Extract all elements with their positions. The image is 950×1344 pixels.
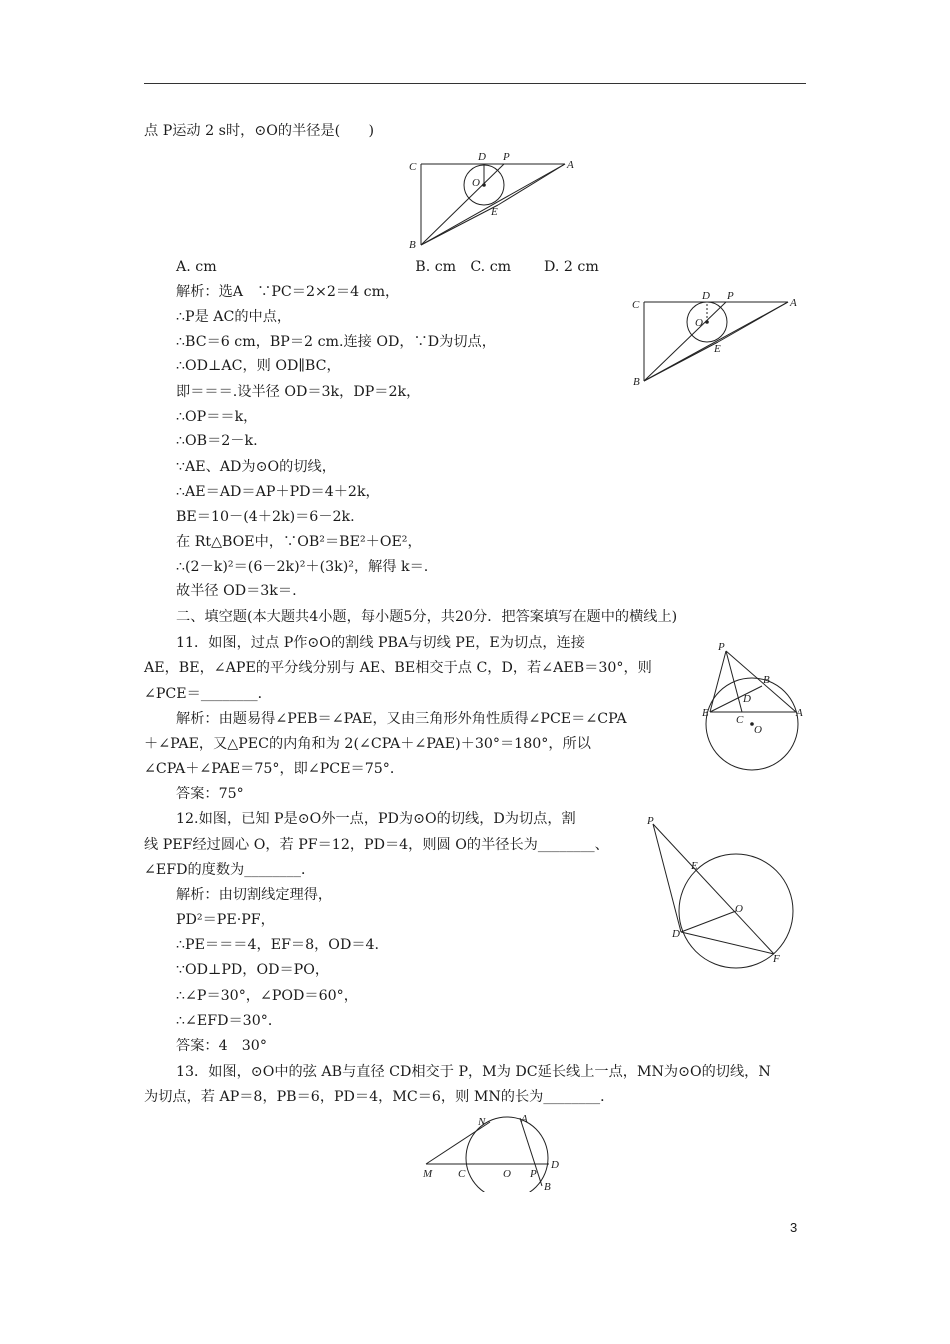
fig2-label: C (632, 299, 640, 311)
q10-figure (400, 148, 590, 252)
sol10-line: 在 Rt△BOE中，∵OB²＝BE²＋OE²， (176, 534, 422, 550)
q12-line: ∴PE＝＝＝4，EF＝8，OD＝4. (176, 937, 380, 953)
q12-line: PD²＝PE·PF， (176, 912, 275, 928)
q12-figure (640, 810, 810, 976)
q11-line: AE，BE，∠APE的平分线分别与 AE、BE相交于点 C，D，若∠AEB＝30°，则 (144, 660, 652, 676)
sol10-line: 即＝＝＝.设半径 OD＝3k，DP＝2k， (176, 384, 421, 400)
fig3-label: O (754, 724, 762, 736)
fig1-label: P (503, 151, 510, 163)
fig5-label: B (544, 1181, 551, 1192)
q12-line: 解析：由切割线定理得， (176, 887, 333, 903)
fig2-label: O (695, 317, 703, 329)
sol10-line: ∵AE、AD为⊙O的切线， (176, 459, 336, 475)
q11-line: ∠PCE＝________． (144, 686, 272, 702)
fig4-label: O (735, 903, 743, 915)
q11-line: ∠CPA＋∠PAE＝75°，即∠PCE＝75°． (144, 761, 405, 777)
fig5-label: A (521, 1113, 528, 1125)
fig3-label: A (796, 707, 803, 719)
q13-figure (418, 1110, 566, 1192)
fig1-label: D (478, 151, 486, 163)
fig2-label: B (633, 376, 640, 388)
q12-line: ∠EFD的度数为________． (144, 862, 316, 878)
fig4-label: F (773, 953, 780, 965)
fig1-label: O (472, 177, 480, 189)
sol10-line: ∴OD⊥AC，则 OD∥BC， (176, 358, 341, 374)
sol10-line: ∴BC＝6 cm，BP＝2 cm.连接 OD，∵D为切点， (176, 334, 496, 350)
q13-line: 为切点，若 AP＝8，PB＝6，PD＝4，MC＝6，则 MN的长为________． (144, 1089, 615, 1105)
fig1-label: A (567, 159, 574, 171)
fig4-label: P (647, 815, 654, 827)
sol10-line: ∴P是 AC的中点， (176, 309, 292, 325)
q10-options: A. cm B. cm C. cm D. 2 cm (176, 259, 599, 275)
fig3-label: D (743, 693, 751, 705)
q12-answer: 答案：4 30° (176, 1038, 267, 1054)
q12-line: ∴∠P＝30°，∠POD＝60°， (176, 988, 358, 1004)
q12-line: 线 PEF经过圆心 O，若 PF＝12，PD＝4，则圆 O的半径长为________、 (144, 837, 609, 853)
q13-line: 13．如图，⊙O中的弦 AB与直径 CD相交于 P，M为 DC延长线上一点，MN为⊙O的切线，N (176, 1064, 771, 1080)
fig2-label: D (702, 290, 710, 302)
header-rule (144, 83, 806, 84)
fig5-label: O (503, 1168, 511, 1180)
fig1-label: C (409, 161, 417, 173)
page-number: 3 (790, 1220, 798, 1235)
fig5-label: P (530, 1168, 537, 1180)
q11-figure (696, 638, 812, 792)
q11-answer: 答案：75° (176, 786, 244, 802)
fig2-label: A (790, 297, 797, 309)
q11-line: 解析：由题易得∠PEB＝∠PAE，又由三角形外角性质得∠PCE＝∠CPA (176, 711, 627, 727)
fig5-label: N (478, 1116, 486, 1128)
q11-line: ＋∠PAE，又△PEC的内角和为 2(∠CPA＋∠PAE)＋30°＝180°，所以 (144, 736, 591, 752)
fig1-label: E (491, 206, 498, 218)
fig3-label: E (702, 707, 709, 719)
sol10-line: BE＝10－(4＋2k)＝6－2k. (176, 509, 355, 525)
fig4-label: D (672, 928, 680, 940)
fig3-label: P (718, 641, 725, 653)
fig2-label: P (727, 290, 734, 302)
fig5-label: C (458, 1168, 466, 1180)
fig5-label: D (551, 1159, 559, 1171)
q12-line: ∵OD⊥PD，OD＝PO， (176, 962, 330, 978)
sol10-line: 故半径 OD＝3k＝. (176, 583, 297, 599)
q12-line: 12.如图，已知 P是⊙O外一点，PD为⊙O的切线，D为切点，割 (176, 811, 576, 827)
sol10-line: ∴OP＝＝k， (176, 409, 258, 425)
sol10-line: ∴(2－k)²＝(6－2k)²＋(3k)²，解得 k＝. (176, 559, 429, 575)
fig5-label: M (423, 1168, 433, 1180)
section2-heading: 二、填空题(本大题共4小题，每小题5分，共20分．把答案填写在题中的横线上) (176, 609, 678, 625)
sol10-line: ∴OB＝2－k. (176, 433, 258, 449)
sol10-line: ∴AE＝AD＝AP＋PD＝4＋2k， (176, 484, 380, 500)
q10-stem: 点 P运动 2 s时，⊙O的半径是( ) (144, 123, 375, 139)
sol10-figure (630, 288, 810, 392)
sol10-line: 解析：选A ∵PC＝2×2＝4 cm， (176, 284, 400, 300)
q12-line: ∴∠EFD＝30°． (176, 1013, 283, 1029)
fig2-label: E (714, 343, 721, 355)
fig4-label: E (691, 860, 698, 872)
fig3-label: B (763, 674, 770, 686)
q11-line: 11．如图，过点 P作⊙O的割线 PBA与切线 PE，E为切点，连接 (176, 635, 585, 651)
fig1-label: B (409, 239, 416, 251)
fig3-label: C (736, 714, 744, 726)
